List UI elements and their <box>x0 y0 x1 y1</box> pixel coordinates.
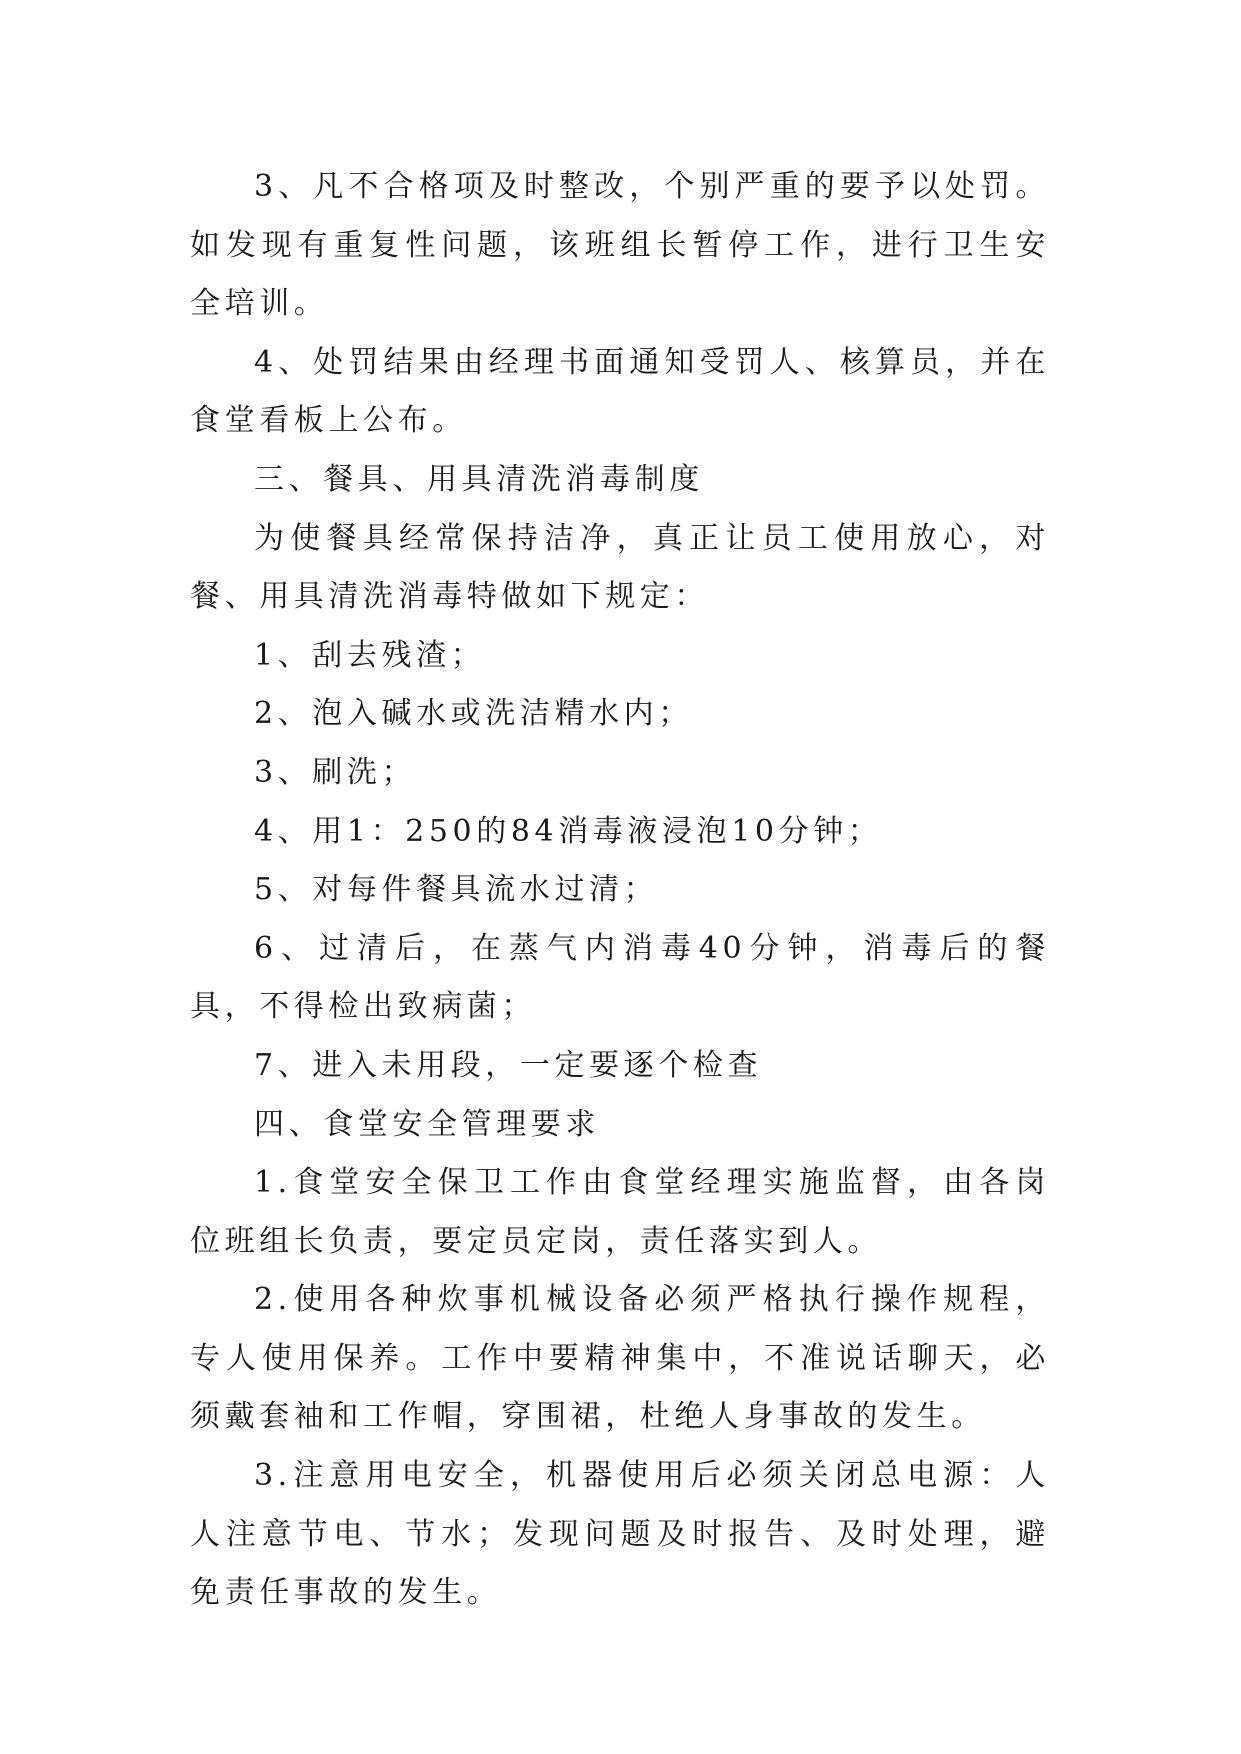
document-body <box>190 158 1050 1623</box>
safety-rule-1: 1.食堂安全保卫工作由食堂经理实施监督，由各岗位班组长负责，要定员定岗，责任落实到人。 <box>190 1165 1050 1259</box>
safety-rule-3: 3.注意用电安全，机器使用后必须关闭总电源：人人注意节电、节水；发现问题及时报告、及时处理，避免责任事故的发生。 <box>190 1458 1050 1611</box>
step-4-disinfect: 4、用1：250的84消毒液浸泡10分钟； <box>254 813 883 849</box>
step-1-scrape-residue: 1、刮去残渣； <box>254 637 486 673</box>
paragraph-tableware-intro: 为使餐具经常保持洁净，真正让员工使用放心，对餐、用具清洗消毒特做如下规定： <box>190 520 1050 615</box>
section-heading-tableware-cleaning: 三、餐具、用具清洗消毒制度 <box>254 461 704 497</box>
section-heading-canteen-safety: 四、食堂安全管理要求 <box>254 1106 600 1142</box>
safety-rule-2: 2.使用各种炊事机械设备必须严格执行操作规程，专人使用保养。工作中要精神集中，不准说话聊天，必须戴套袖和工作帽，穿围裙，杜绝人身事故的发生。 <box>190 1282 1050 1435</box>
step-7-inspect: 7、进入未用段，一定要逐个检查 <box>254 1047 763 1083</box>
step-3-brush: 3、刷洗； <box>254 754 417 790</box>
step-2-soak: 2、泡入碱水或洗洁精水内； <box>254 696 693 732</box>
paragraph-item-4-penalty-notice: 4、处罚结果由经理书面通知受罚人、核算员，并在食堂看板上公布。 <box>190 344 1050 439</box>
step-5-rinse: 5、对每件餐具流水过清； <box>254 872 659 908</box>
step-6-steam: 6、过清后，在蒸气内消毒40分钟，消毒后的餐具，不得检出致病菌； <box>190 930 1050 1025</box>
paragraph-item-3-rectification: 3、凡不合格项及时整改，个别严重的要予以处罚。如发现有重复性问题，该班组长暂停工作，进行卫生安全培训。 <box>190 169 1050 322</box>
